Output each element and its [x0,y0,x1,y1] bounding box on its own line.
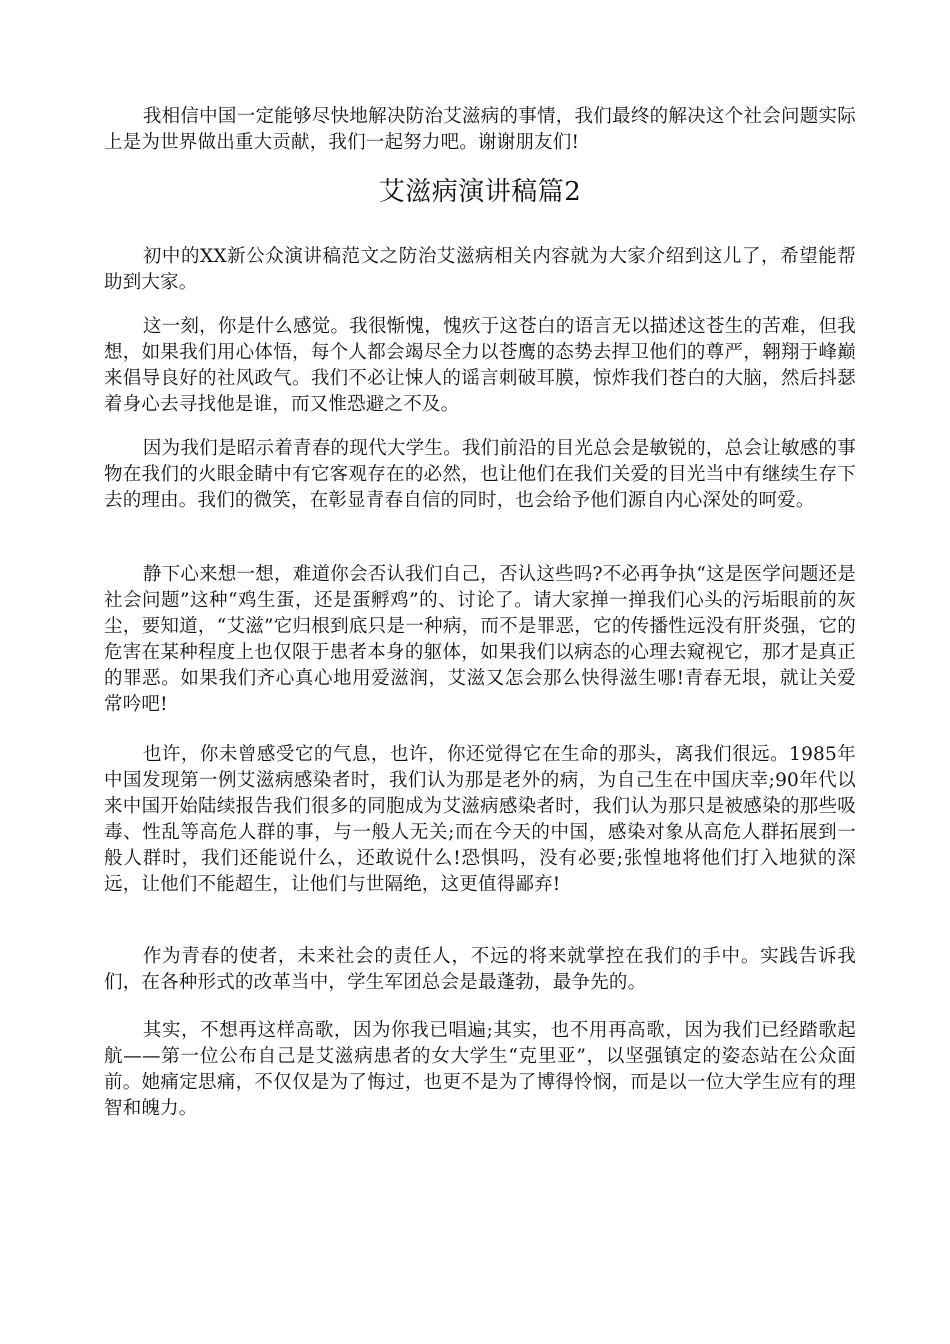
paragraph: 也许，你未曾感受它的气息，也许，你还觉得它在生命的那头，离我们很远。1985年中国发现第一例艾滋病感染者时，我们认为那是老外的病，为自己生在中国庆幸;90年代以来中国开始陆续报告我们很多的同胞成为艾滋病感染者时，我们认为那只是被感染的那些吸毒、性乱等高危人群的事，与一般人无关;而在今天的中国，感染对象从高危人群拓展到一般人群时，我们还能说什么，还敢说什么!恐惧吗，没有必要;张惶地将他们打入地狱的深远，让他们不能超生，让他们与世隔绝，这更值得鄙弃! [104,744,856,895]
section-title: 艾滋病演讲稿篇2 [378,177,582,207]
paragraph: 因为我们是昭示着青春的现代大学生。我们前沿的目光总会是敏锐的，总会让敏感的事物在我们的火眼金睛中有它客观存在的必然，也让他们在我们关爱的目光当中有继续生存下去的理由。我们的微笑，在彰显青春自信的同时，也会给予他们源自内心深处的呵爱。 [104,438,856,511]
paragraph: 静下心来想一想，难道你会否认我们自己，否认这些吗?不必再争执“这是医学问题还是社会问题”这种“鸡生蛋，还是蛋孵鸡”的、讨论了。请大家掸一掸我们心头的污垢眼前的灰尘，要知道，“艾滋”它归根到底只是一种病，而不是罪恶，它的传播性远没有肝炎强，它的危害在某种程度上也仅限于患者本身的躯体，如果我们以病态的心理去窥视它，那才是真正的罪恶。如果我们齐心真心地用爱滋润，艾滋又怎会那么快得滋生哪!青春无垠，就让关爱常吟吧! [104,564,856,715]
paragraph: 初中的XX新公众演讲稿范文之防治艾滋病相关内容就为大家介绍到这儿了，希望能帮助到大家。 [104,246,856,293]
closing-paragraph: 我相信中国一定能够尽快地解决防治艾滋病的事情，我们最终的解决这个社会问题实际上是为世界做出重大贡献，我们一起努力吧。谢谢朋友们! [104,106,856,153]
paragraph: 这一刻，你是什么感觉。我很惭愧，愧疚于这苍白的语言无以描述这苍生的苦难，但我想，如果我们用心体悟，每个人都会竭尽全力以苍鹰的态势去捍卫他们的尊严，翱翔于峰巅来倡导良好的社风政气。我们不必让悚人的谣言刺破耳膜，惊炸我们苍白的大脑，然后抖瑟着身心去寻找他是谁，而又惟恐避之不及。 [104,316,856,415]
paragraph: 作为青春的使者，未来社会的责任人，不远的将来就掌控在我们的手中。实践告诉我们，在各种形式的改革当中，学生军团总会是最蓬勃，最争先的。 [104,946,856,993]
paragraph: 其实，不想再这样高歌，因为你我已唱遍;其实，也不用再高歌，因为我们已经踏歌起航——第一位公布自己是艾滋病患者的女大学生“克里亚”，以坚强镇定的姿态站在公众面前。她痛定思痛，不仅仅是为了悔过，也更不是为了博得怜悯，而是以一位大学生应有的理智和魄力。 [104,1020,856,1119]
